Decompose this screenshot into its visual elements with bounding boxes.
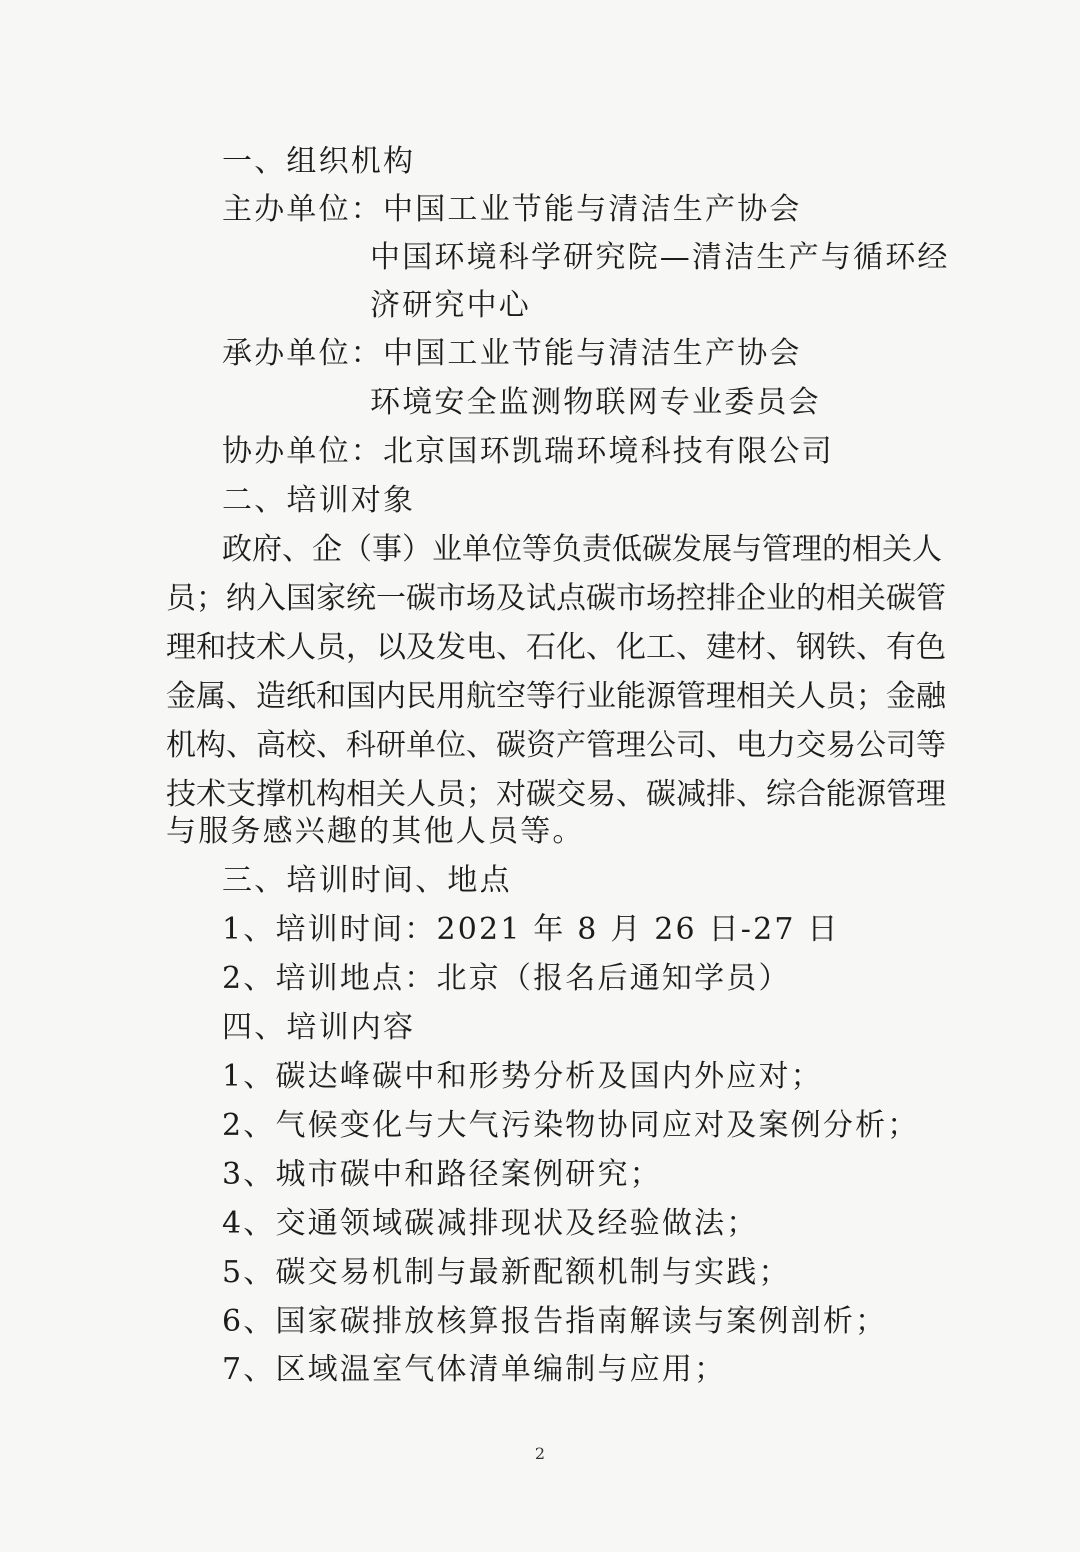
section-1-heading: 一、组织机构 (222, 144, 416, 179)
organizer-unit-line-2: 环境安全监测物联网专业委员会 (370, 385, 821, 420)
target-paragraph-line-3: 理和技术人员，以及发电、石化、化工、建材、钢铁、有色 (166, 630, 946, 665)
content-item-6: 6、国家碳排放核算报告指南解读与案例剖析； (222, 1304, 888, 1339)
target-paragraph-line-4: 金属、造纸和国内民用航空等行业能源管理相关人员；金融 (166, 679, 946, 714)
content-item-2: 2、气候变化与大气污染物协同应对及案例分析； (222, 1108, 920, 1143)
section-4-heading: 四、培训内容 (222, 1010, 416, 1045)
content-item-3: 3、城市碳中和路径案例研究； (222, 1157, 662, 1192)
target-paragraph-line-5: 机构、高校、科研单位、碳资产管理公司、电力交易公司等 (166, 728, 946, 763)
organizer-unit-line: 承办单位：中国工业节能与清洁生产协会 (222, 336, 802, 371)
training-place-line: 2、培训地点：北京（报名后通知学员） (222, 961, 791, 996)
host-unit-line: 主办单位：中国工业节能与清洁生产协会 (222, 192, 802, 227)
target-paragraph-line-6: 技术支撑机构相关人员；对碳交易、碳减排、综合能源管理 (166, 777, 946, 812)
section-2-heading: 二、培训对象 (222, 483, 416, 518)
page-number: 2 (534, 1444, 546, 1463)
host-unit-line-3: 济研究中心 (370, 288, 531, 323)
section-3-heading: 三、培训时间、地点 (222, 863, 512, 898)
target-paragraph-line-1: 政府、企（事）业单位等负责低碳发展与管理的相关人 (222, 532, 942, 567)
content-item-7: 7、区域温室气体清单编制与应用； (222, 1352, 727, 1387)
co-organizer-unit-line: 协办单位：北京国环凯瑞环境科技有限公司 (222, 434, 834, 469)
host-unit-line-2: 中国环境科学研究院—清洁生产与循环经 (370, 240, 950, 275)
training-time-line: 1、培训时间：2021 年 8 月 26 日-27 日 (222, 912, 840, 947)
content-item-5: 5、碳交易机制与最新配额机制与实践； (222, 1255, 791, 1290)
target-paragraph-line-7: 与服务感兴趣的其他人员等。 (166, 814, 585, 849)
content-item-1: 1、碳达峰碳中和形势分析及国内外应对； (222, 1059, 823, 1094)
content-item-4: 4、交通领域碳减排现状及经验做法； (222, 1206, 759, 1241)
target-paragraph-line-2: 员；纳入国家统一碳市场及试点碳市场控排企业的相关碳管 (166, 581, 946, 616)
